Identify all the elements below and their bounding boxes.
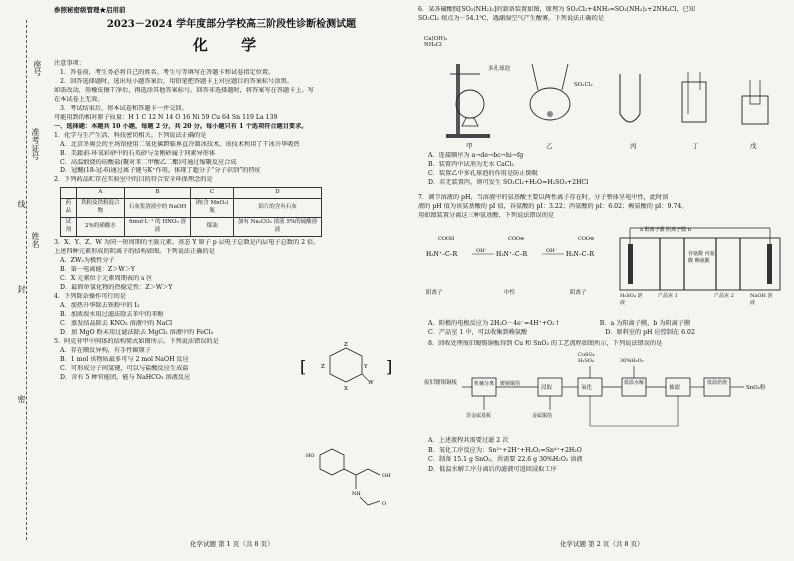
table-cell (61, 188, 77, 199)
q7-h2so4-label: H₂SO₄ 溶液 (620, 293, 643, 306)
table-cell: 铝片的含有石灰 (234, 199, 322, 218)
svg-text:COO⊖: COO⊖ (508, 236, 525, 242)
q7-stem: 7．调节溶液的 pH，当溶液中的氨基酸主要以两性离子存在时，分子整体呈电中性，此时溶 (418, 194, 669, 201)
q8-product: SnO₂粉 (746, 385, 766, 391)
q7-anion-label: 阴离子 (570, 290, 587, 296)
q7-block (418, 194, 786, 221)
q7-option: A．阳极的电极反应为 2H₂O－4e⁻=4H⁺+O₂↑ (428, 320, 560, 327)
cut-line (26, 20, 27, 540)
svg-text:NH: NH (352, 491, 361, 497)
subject-title: 化 学 (192, 35, 271, 54)
secret-level: 参照秘密级管理★启用前 (54, 6, 126, 14)
q6-option: B．装置丙中试剂为无水 CaCl₂ (428, 160, 515, 168)
q1-option: A．北京冬奥会的主场馆使用二氧化碳跨临界直冷制冰技术，该技术利用了干冰升华吸热 (60, 140, 300, 148)
q8-nonmetal: 非金属基板 (466, 413, 492, 419)
svg-text:X: X (344, 386, 348, 392)
q5-option: A．存在顺反异构，有手性碳原子 (60, 347, 152, 355)
table-cell: 药品 (61, 199, 77, 218)
page-two-footer: 化学试题 第 2 页（共 8 页） (560, 540, 644, 548)
q6-porous-label: 多孔球泡 (488, 66, 511, 72)
q8-flowchart (420, 360, 788, 440)
q4-stem: 4．下列除杂操作可行的是 (54, 293, 126, 301)
svg-text:]: ] (386, 357, 393, 376)
note-line: 3．考试结束后，将本试卷和答题卡一并交回。 (60, 104, 188, 112)
q3-option: B．第一电离能：Z＞W＞Y (60, 266, 135, 274)
table-cell: 加有 Na₂CO₃ 溶液 5%的硫酸溶液 (234, 218, 322, 237)
q7-stem: 液的 pH 值为该氨基酸的 pI 值，谷氨酸的 pI：3.22；丙氨酸的 pI：6.02；赖氨酸的 pI：9.74。 (418, 202, 688, 210)
q3-option: D．最简单氢化物的热稳定性：Z＞W＞Y (60, 284, 173, 292)
q7-stem: 用如图装置分离这三种氨基酸，下列说法错误的是 (418, 211, 555, 219)
q6-label-bing: 丙 (630, 142, 637, 150)
table-cell: 石灰浆溶液中的 NaOH (124, 199, 190, 218)
svg-text:W: W (368, 380, 374, 386)
svg-text:COO⊖: COO⊖ (578, 236, 595, 242)
q6-stem: SO₂Cl₂ 熔点为－54.1℃，遇潮湿空气产生酸雾。下列说法正确的是 (418, 14, 604, 22)
q8-options (428, 436, 788, 474)
q6-label-ding: 丁 (692, 142, 699, 150)
q7-product1-label: 产品室 1 (658, 293, 678, 299)
svg-text:OH⁻: OH⁻ (546, 248, 558, 254)
seal-mark: 封 (17, 285, 26, 293)
table-cell: B (124, 188, 190, 199)
q6-option: C．装置乙中多孔球泡的作用是防止倒吸 (428, 169, 538, 177)
exam-no-label: 准考证号 (31, 128, 40, 160)
q3-option: A．ZW₂为极性分子 (60, 257, 115, 265)
q8-leach: 浸取 (541, 385, 553, 391)
table-cell: 试剂 (61, 218, 77, 237)
q1-stem: 1．化学与生产生活、科技密切相关。下列说法正确的是 (54, 131, 207, 139)
table-cell: 6mol·L⁻¹ 的 HNO₃ 溶液 (124, 218, 190, 237)
q4-option: B．加浓溴水用过滤法除去苯中的苯酚 (60, 311, 164, 319)
q6-reagent-label: Ca(OH)₂ NH₄Cl (424, 36, 448, 48)
exam-title: 2023－2024 学年度部分学校高三阶段性诊断检测试题 (106, 19, 357, 31)
svg-text:HO: HO (306, 453, 315, 459)
q5-option: D．含有 5 种官能团，能与 NaHCO₃ 溶液反应 (60, 374, 191, 382)
q8-calc: 低温焙烧 (707, 380, 728, 386)
table-cell: D (234, 188, 322, 199)
q6-option: A．连接顺序为 a→de→bc→hi→fg (428, 152, 524, 159)
table-cell: 钠(含 MnO₂)瓶 (191, 199, 234, 218)
q8-option: A．上述流程共需要过滤 2 次 (428, 437, 509, 444)
q7-option: D．原料室的 pH 应控制在 6.02 (605, 328, 695, 336)
line-mark: 线 (17, 200, 26, 208)
svg-text:H₂N–C–R: H₂N–C–R (566, 251, 594, 258)
section-one-heading: 一、选择题：本题共 10 小题，每题 2 分，共 20 分。每小题只有 1 个选项符合题目要求。 (54, 122, 308, 130)
tear-mark: 密 (17, 395, 26, 403)
note-line: 1．答卷前，考生务必将自己的姓名、考生号等填写在答题卡和试卷指定位置。 (60, 68, 275, 76)
q8-filter: 抽滤 (669, 385, 681, 391)
svg-text:Z: Z (344, 342, 348, 348)
q8-cuso4: CuSO₄ H₂SO₄ (578, 352, 595, 364)
name-label: 姓名 (31, 232, 40, 248)
q6-so2cl2-label: SO₂Cl₂ (574, 82, 593, 88)
svg-text:H₃N⁺–C–R: H₃N⁺–C–R (426, 251, 458, 258)
q8-copper: 金属铜箔 (532, 413, 553, 419)
q7-figure (420, 222, 788, 318)
q3-option: C．X 元素位于元素周期表的 s 区 (60, 275, 153, 283)
q1-option: B．美籍前-环氧彩砂中的石英砂与金刚砂属于同素异形体 (60, 149, 216, 157)
note-line: 2．回答选择题时，选出每小题答案后，用铅笔把答题卡上对应题目的答案标号涂黑。 (60, 77, 293, 85)
q7-cation-label: 阳离子 (426, 290, 443, 296)
q1-option: C．高温煅烧的硅酸盐(聚对苯二甲酸乙二酯)可通过缩聚反应合成 (60, 158, 237, 166)
table-cell: 铁粉及铁粉混合物 (76, 199, 124, 218)
q5-molecule-structure (300, 445, 400, 515)
svg-text:COOH: COOH (438, 236, 455, 242)
page-one (54, 6, 409, 383)
svg-text:OH⁻: OH⁻ (476, 248, 488, 254)
q3-stem: 上述四种元素形成的阴离子的结构如图。下列说法正确的是 (54, 248, 215, 256)
q8-start: 废旧镀锡铜板 (424, 380, 458, 386)
seat-label: 座号 (33, 60, 42, 76)
svg-text:Z: Z (321, 364, 325, 370)
page-two (418, 6, 786, 24)
q8-hydro: 低温水解 (624, 380, 645, 386)
q7-option: C．产品室 1 中，可以收集到赖氨酸 (428, 328, 528, 336)
q8-option: D．低温水解工序分离后的滤液可返回浸取工序 (428, 465, 557, 473)
q6-option: D．若无装置丙，则可发生 SO₂Cl₂+H₂O=H₂SO₃+2HCl (428, 178, 589, 186)
q2-table (60, 187, 322, 237)
q7-membrane-label: a 阳离子膜 阴离子膜 b (640, 227, 691, 233)
q4-option: C．蒸发结晶除去 KNO₃ 溶液中的 NaCl (60, 320, 173, 328)
q5-stem: 5．阿克苷甲中间体的结构简式如图所示。下列说法错误的是 (54, 338, 219, 346)
q3-stem: 3．X、Y、Z、W 为同一短周期的主族元素，基态 Y 原子 p 层电子总数是内层电子总数的 2 倍， (54, 239, 320, 247)
binding-strip (0, 0, 40, 561)
atomic-mass-line: 可能用到的相对原子质量：H 1 C 12 N 14 O 16 Ni 59 Cu 64 Sn 119 La 139 (54, 113, 278, 121)
q6-apparatus (420, 34, 788, 146)
table-cell: 2%的硝酸水 (76, 218, 124, 237)
table-cell: C (191, 188, 234, 199)
q2-stem: 2．下列药品贮存在实验室中的目的符合安全环保理念的是 (54, 176, 213, 184)
table-cell: A (76, 188, 124, 199)
table-cell: 煤油 (191, 218, 234, 237)
q8-stem: 8．回收处理废旧镀锡铜板得到 Cu 和 SnO₂ 的工艺流程如图所示，下列说法错误的是 (428, 339, 663, 347)
q6-options (428, 152, 788, 188)
q7-mixture-label: 谷氨酸 丙氨酸 赖氨酸 (688, 251, 715, 264)
svg-text:OH: OH (382, 473, 391, 479)
q6-stem: 6．某各磺酸胺[SO₂(NH₂)₂]的制备装置如图，原理为 SO₂Cl₂+4NH₃=SO₂(NH₂)₂+2NH₄Cl，已知 (418, 6, 695, 13)
q6-label-yi: 乙 (546, 142, 553, 150)
q8-oxid: 氧化 (581, 385, 593, 391)
q7-option: B．a 为阳离子膜，b 为阴离子膜 (599, 320, 691, 327)
svg-text:O: O (382, 501, 387, 507)
q7-naoh-label: NaOH 溶液 (750, 293, 773, 306)
q7-neutral-label: 中性 (504, 290, 516, 296)
page-one-footer: 化学试题 第 1 页（共 8 页） (190, 540, 274, 548)
q6-label-jia: 甲 (466, 142, 473, 150)
q7-options (428, 320, 788, 349)
note-line: 在本试卷上无效。 (54, 95, 104, 103)
q8-option: C．制备 15.1 g SnO₂，共需要 22.6 g 30%H₂O₂ 溶液 (428, 456, 583, 464)
q4-option: D．加 MgO 粉末用过滤法除去 MgCl₂ 溶液中的 FeCl₃ (60, 329, 214, 337)
notes-heading: 注意事项： (54, 59, 85, 67)
svg-text:Y: Y (364, 364, 368, 370)
svg-text:H₃N⁺–C–R: H₃N⁺–C–R (496, 251, 528, 258)
q8-crush: 机械分离 (474, 381, 495, 387)
q5-option: B．1 mol 该物质最多可与 2 mol NaOH 反应 (60, 356, 189, 364)
q5-option: C．可形成分子间氢键，可以与盐酸反应生成盐 (60, 365, 189, 373)
q8-h2o2: 30%H₂O₂ (620, 358, 644, 364)
svg-text:[: [ (300, 357, 307, 376)
q3-anion-structure (298, 338, 396, 398)
q8-metal: 镀锡铜箔 (500, 381, 521, 387)
q7-product2-label: 产品室 2 (714, 293, 734, 299)
q6-label-wu: 戊 (750, 142, 757, 150)
q8-option: B．氧化工序反应为：Sn²⁺+2H⁺+H₂O₂=Sn⁴⁺+2H₂O (428, 446, 582, 454)
q1-option: D．冠醚(18-冠-6)通过离子键与K⁺作用，体现了超分子“分子识别”的特征 (60, 167, 261, 175)
q4-option: A．加热升华除去铁粉中的 I₂ (60, 302, 140, 310)
note-line: 如需改动，用橡皮擦干净后，再选涂其他答案标号。回答非选择题时，将答案写在答题卡上。写 (54, 86, 314, 94)
